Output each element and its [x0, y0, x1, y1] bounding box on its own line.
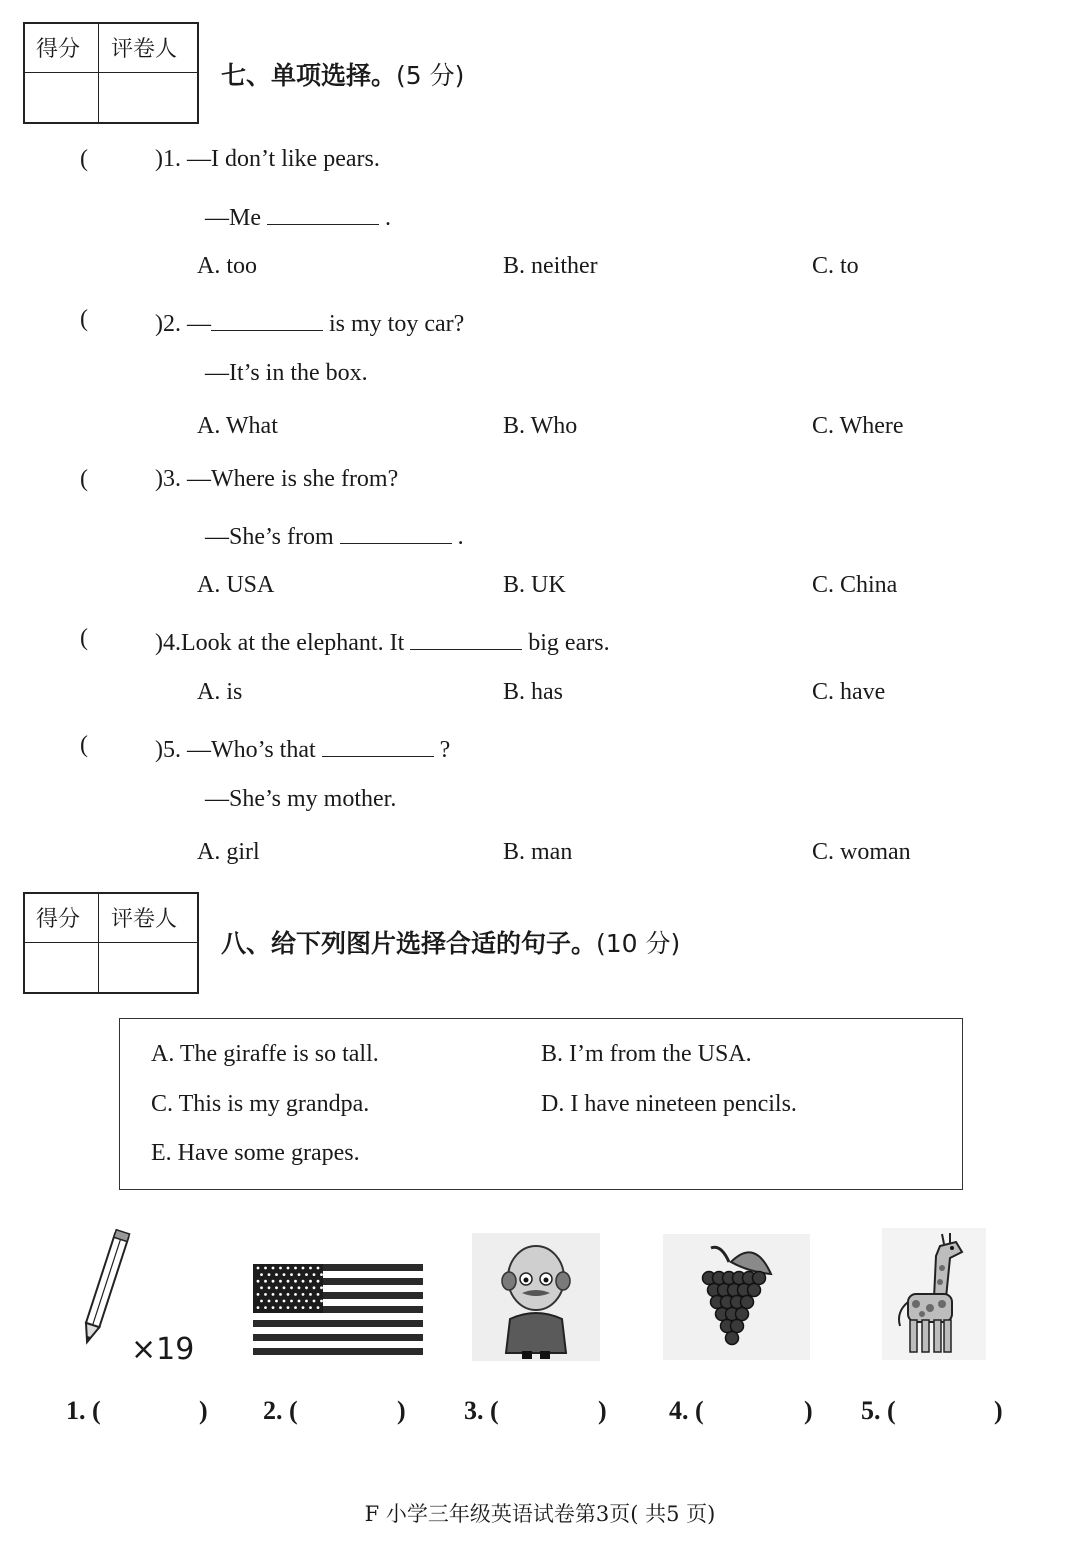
question-2-line-2: —It’s in the box. [205, 360, 368, 386]
q1-option-c: C. to [812, 253, 859, 279]
usa-flag-picture [253, 1264, 423, 1356]
q2-option-a: A. What [197, 413, 278, 439]
pencil-count: ×19 [131, 1332, 195, 1367]
sentence-choices-box [119, 1018, 963, 1190]
score-box-section-8 [23, 892, 199, 994]
section-8-points: (10 分) [596, 929, 681, 958]
grader-label: 评卷人 [111, 37, 178, 62]
q3-option-c: C. China [812, 572, 898, 598]
section-7-points: (5 分) [396, 61, 465, 90]
question-2-line-1: )2. — is my toy car? [155, 306, 464, 338]
question-1-line-1: )1. —I don’t like pears. [155, 146, 380, 172]
choice-b: B. I’m from the USA. [541, 1041, 752, 1067]
choice-a: A. The giraffe is so tall. [151, 1041, 379, 1067]
answer-blank [340, 519, 452, 544]
answer-paren-2: ( [80, 306, 88, 332]
q5-option-c: C. woman [812, 839, 911, 865]
q5-option-a: A. girl [197, 839, 260, 865]
answer-paren-1: ( [80, 146, 88, 172]
section-8-title: 八、给下列图片选择合适的句子。(10 分) [221, 929, 681, 958]
giraffe-picture [882, 1228, 986, 1360]
question-3-line-2: —She’s from . [205, 519, 464, 551]
answer-blank [410, 625, 522, 650]
picture-3-answer-label: 3. ( [464, 1396, 499, 1425]
choice-e: E. Have some grapes. [151, 1140, 360, 1166]
picture-1-close-paren: ) [199, 1396, 208, 1425]
picture-4-answer-label: 4. ( [669, 1396, 704, 1425]
picture-2-answer-label: 2. ( [263, 1396, 298, 1425]
picture-5-answer-label: 5. ( [861, 1396, 896, 1425]
grandpa-picture [472, 1233, 600, 1361]
section-7-title: 七、单项选择。(5 分) [221, 61, 465, 90]
score-label: 得分 [36, 907, 81, 932]
grapes-picture [663, 1234, 810, 1360]
question-1-line-2: —Me . [205, 200, 391, 232]
picture-2-close-paren: ) [397, 1396, 406, 1425]
page-footer: F 小学三年级英语试卷第3页( 共5 页) [364, 1502, 716, 1526]
q5-option-b: B. man [503, 839, 573, 865]
pencil-picture [70, 1225, 140, 1350]
answer-blank [211, 306, 323, 331]
picture-5-close-paren: ) [994, 1396, 1003, 1425]
q2-option-c: C. Where [812, 413, 904, 439]
q3-option-a: A. USA [197, 572, 275, 598]
choice-c: C. This is my grandpa. [151, 1091, 370, 1117]
question-5-line-2: —She’s my mother. [205, 786, 397, 812]
question-5-line-1: )5. —Who’s that ? [155, 732, 450, 764]
picture-4-close-paren: ) [804, 1396, 813, 1425]
score-box-section-7 [23, 22, 199, 124]
q4-option-b: B. has [503, 679, 563, 705]
q4-option-c: C. have [812, 679, 886, 705]
question-3-line-1: )3. —Where is she from? [155, 466, 399, 492]
picture-3-close-paren: ) [598, 1396, 607, 1425]
picture-1-answer-label: 1. ( [66, 1396, 101, 1425]
answer-blank [322, 732, 434, 757]
q3-option-b: B. UK [503, 572, 566, 598]
q2-option-b: B. Who [503, 413, 578, 439]
answer-paren-3: ( [80, 466, 88, 492]
answer-paren-5: ( [80, 732, 88, 758]
q1-option-b: B. neither [503, 253, 598, 279]
q1-option-a: A. too [197, 253, 257, 279]
choice-d: D. I have nineteen pencils. [541, 1091, 797, 1117]
score-label: 得分 [36, 37, 81, 62]
q4-option-a: A. is [197, 679, 243, 705]
grader-label: 评卷人 [111, 907, 178, 932]
question-4-line-1: )4.Look at the elephant. It big ears. [155, 625, 610, 657]
answer-paren-4: ( [80, 625, 88, 651]
answer-blank [267, 200, 379, 225]
